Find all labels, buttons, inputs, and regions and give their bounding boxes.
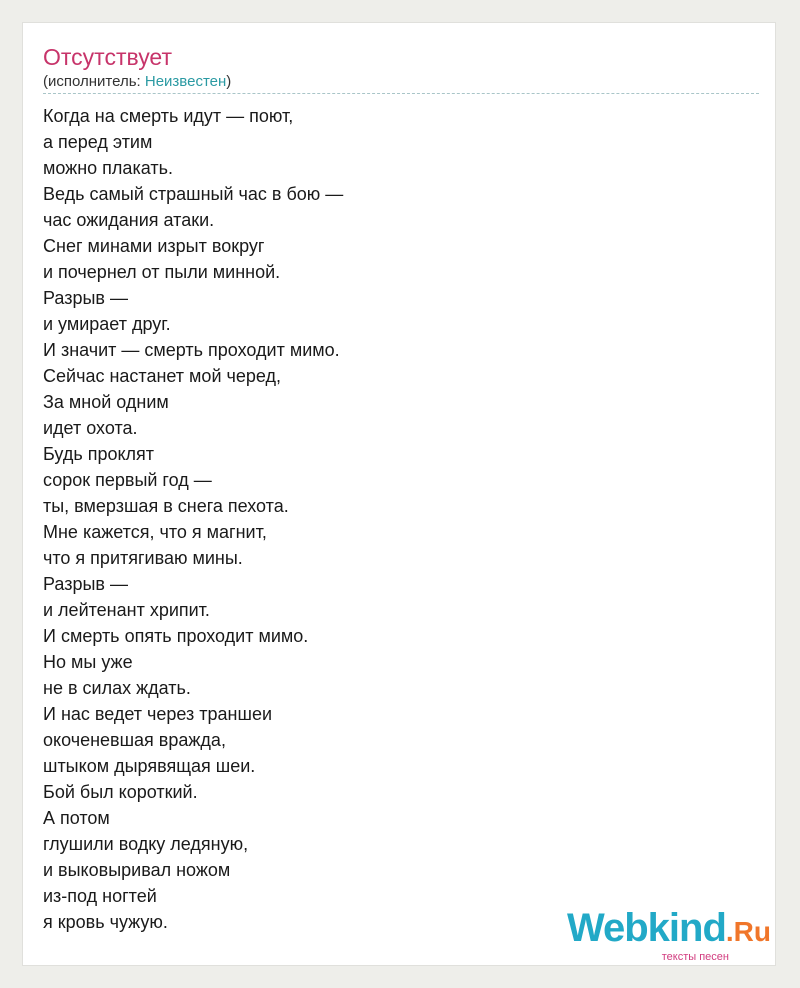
- lyric-line: Будь проклят: [43, 444, 155, 464]
- lyric-line: глушили водку ледяную,: [43, 834, 249, 854]
- performer-suffix: ): [226, 73, 232, 90]
- lyric-line: что я притягиваю мины.: [43, 548, 243, 568]
- lyrics-text: [43, 103, 343, 935]
- lyric-line: Сейчас настанет мой черед,: [43, 366, 282, 386]
- lyric-line: сорок первый год —: [43, 470, 212, 490]
- lyric-line: и выковыривал ножом: [43, 860, 231, 880]
- lyric-line: Ведь самый страшный час в бою —: [43, 184, 344, 204]
- lyric-line: штыком дырявящая шеи.: [43, 756, 256, 776]
- logo-name: Webkind: [566, 906, 726, 950]
- lyric-line: я кровь чужую.: [43, 912, 168, 932]
- logo-wordmark: [566, 906, 771, 951]
- lyric-line: Разрыв —: [43, 288, 128, 308]
- lyric-line: Но мы уже: [43, 652, 133, 672]
- lyric-line: Снег минами изрыт вокруг: [43, 236, 265, 256]
- logo-tld: .Ru: [725, 916, 771, 947]
- lyric-line: Когда на смерть идут — поют,: [43, 106, 294, 126]
- lyric-line: За мной одним: [43, 392, 169, 412]
- lyric-line: можно плакать.: [43, 158, 173, 178]
- lyric-line: Мне кажется, что я магнит,: [43, 522, 267, 542]
- site-logo[interactable]: [566, 906, 771, 963]
- lyric-line: И значит — смерть проходит мимо.: [43, 340, 340, 360]
- lyric-line: окоченевшая вражда,: [43, 730, 226, 750]
- lyric-line: час ожидания атаки.: [43, 210, 215, 230]
- lyric-line: и лейтенант хрипит.: [43, 600, 210, 620]
- performer-info: [43, 73, 231, 90]
- lyric-line: и почернел от пыли минной.: [43, 262, 281, 282]
- song-title: Отсутствует: [43, 44, 172, 70]
- lyric-line: из-под ногтей: [43, 886, 157, 906]
- lyric-line: Бой был короткий.: [43, 782, 198, 802]
- performer-prefix: (исполнитель:: [43, 73, 145, 90]
- lyric-line: не в силах ждать.: [43, 678, 191, 698]
- lyric-line: И нас ведет через траншеи: [43, 704, 273, 724]
- lyric-line: а перед этим: [43, 132, 153, 152]
- lyric-line: идет охота.: [43, 418, 138, 438]
- lyric-line: А потом: [43, 808, 110, 828]
- lyric-line: И смерть опять проходит мимо.: [43, 626, 309, 646]
- lyrics-card: [22, 22, 776, 966]
- performer-link[interactable]: Неизвестен: [144, 73, 227, 90]
- lyric-line: и умирает друг.: [43, 314, 171, 334]
- logo-tagline: тексты песен: [661, 951, 729, 963]
- lyric-line: Разрыв —: [43, 574, 128, 594]
- lyric-line: ты, вмерзшая в снега пехота.: [43, 496, 289, 516]
- title-divider: [43, 93, 759, 94]
